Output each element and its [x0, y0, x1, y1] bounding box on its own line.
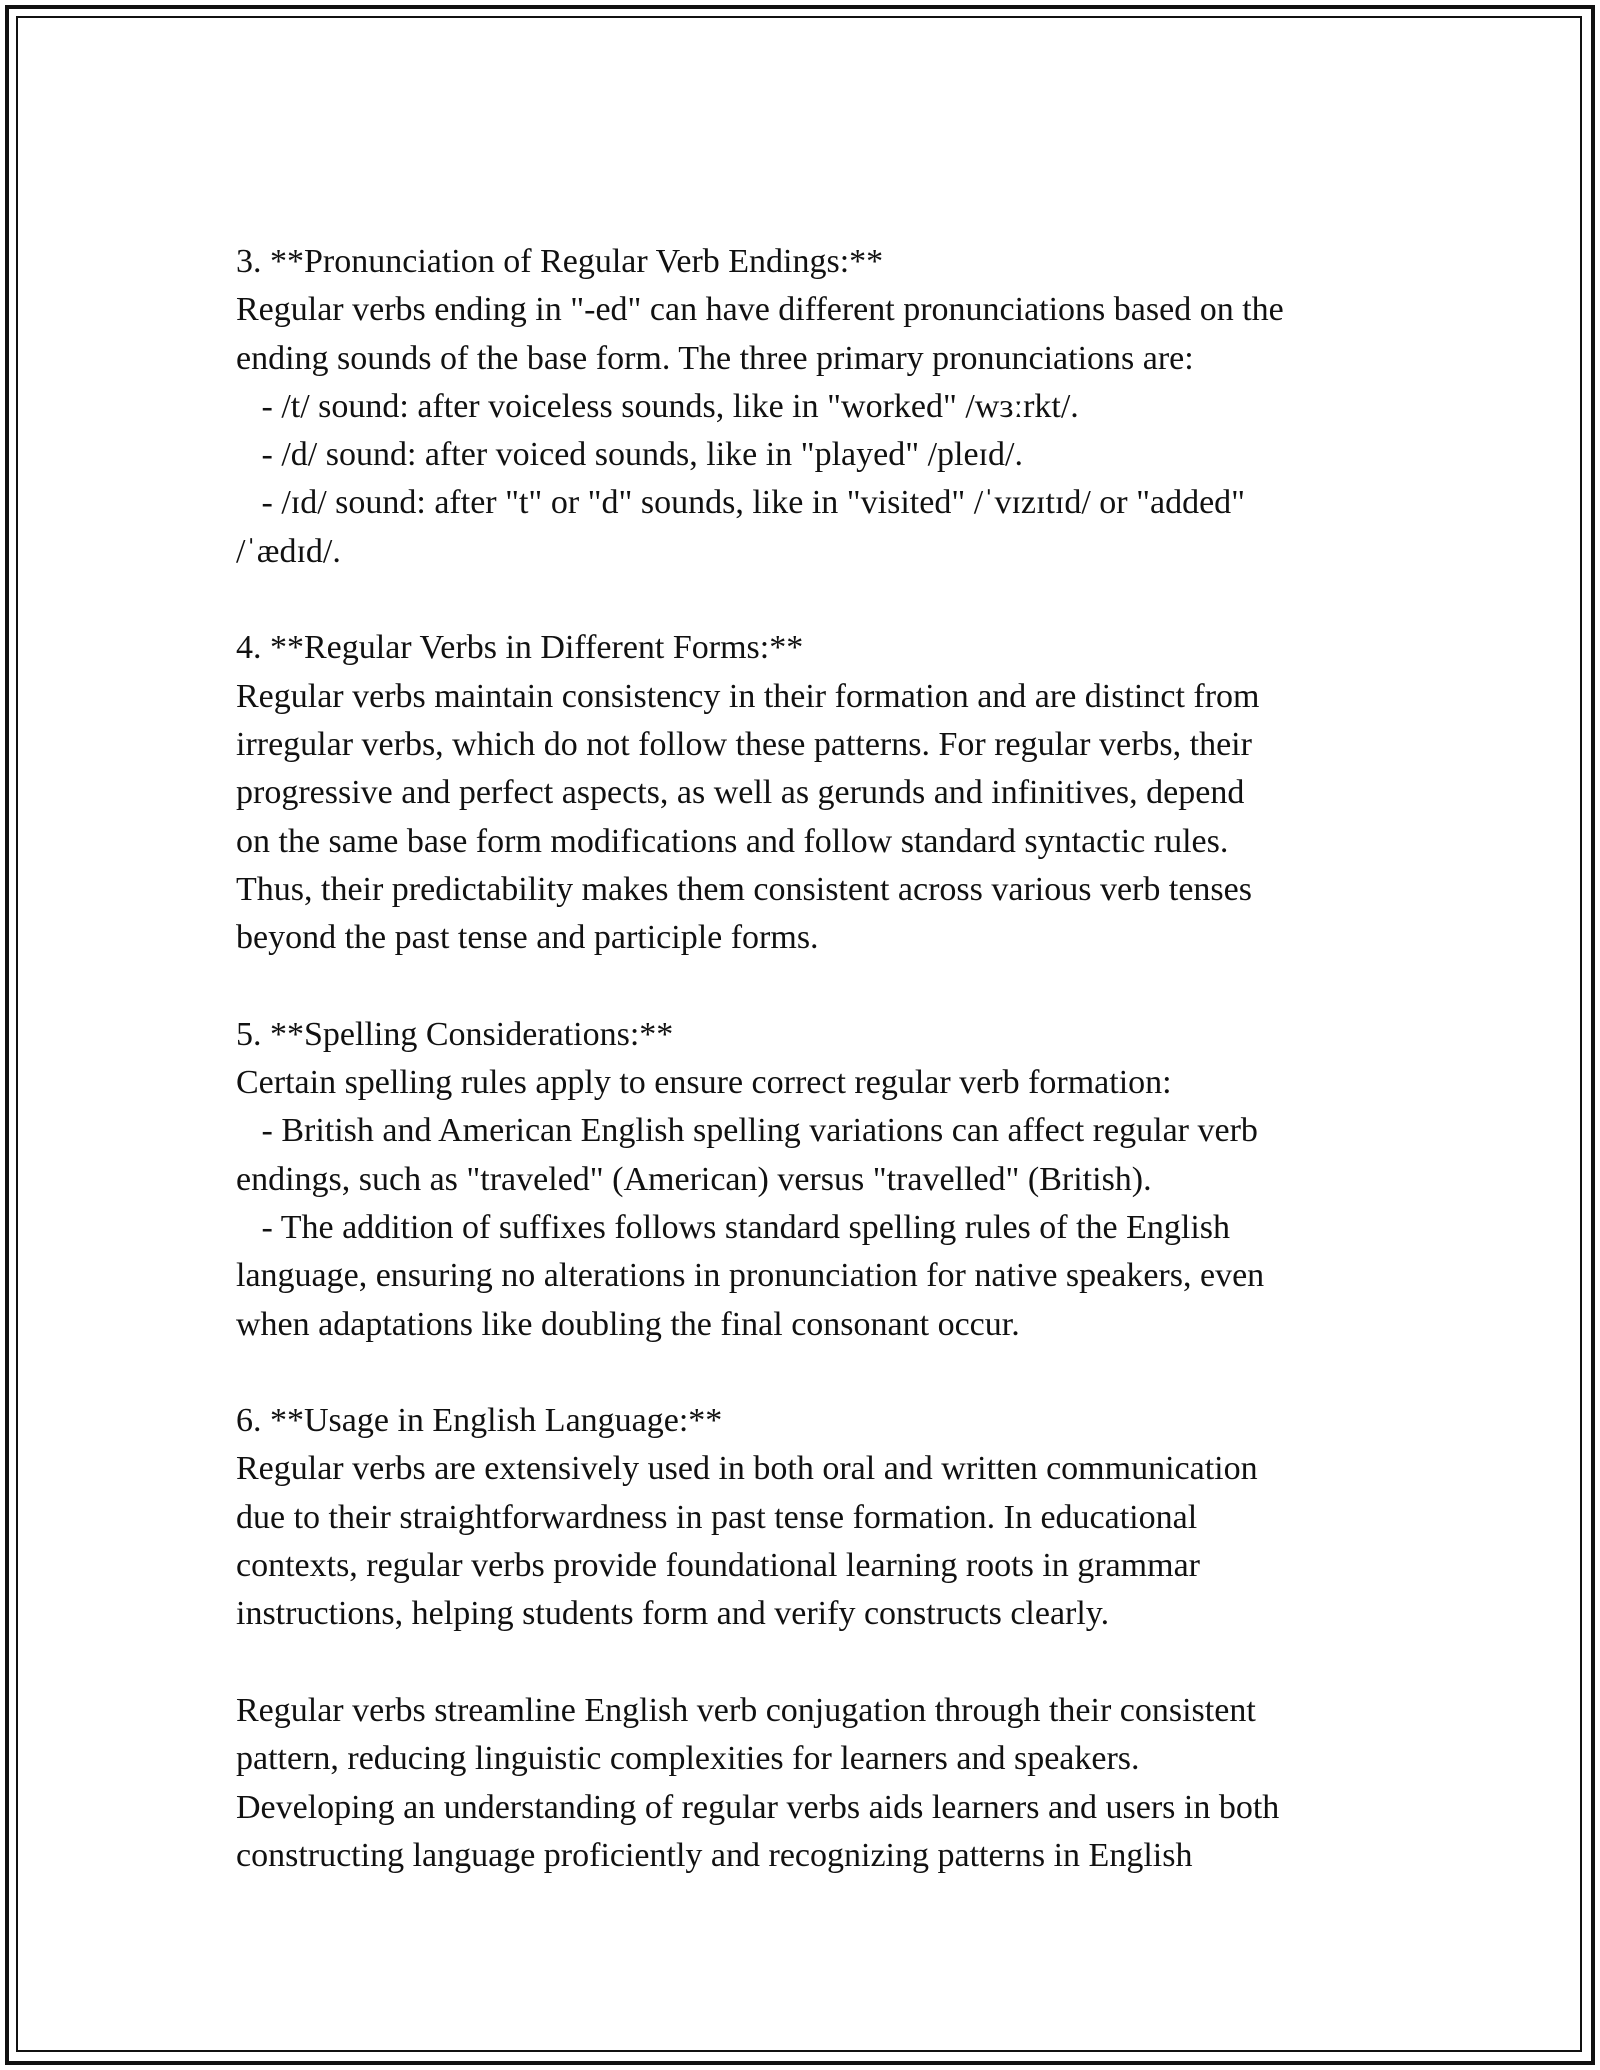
section-different-forms: [236, 624, 1396, 962]
section-heading: 4. **Regular Verbs in Different Forms:**: [236, 629, 804, 667]
paragraph-line: beyond the past tense and participle forms.: [236, 919, 819, 957]
document-body: [236, 238, 1396, 1880]
paragraph-line: Regular verbs are extensively used in both oral and written communication: [236, 1450, 1258, 1488]
section-spelling: [236, 1011, 1396, 1349]
section-heading: 6. **Usage in English Language:**: [236, 1402, 723, 1440]
list-item-line: - /d/ sound: after voiced sounds, like in "played" /pleɪd/.: [236, 436, 1023, 474]
list-item-line: - /t/ sound: after voiceless sounds, like in "worked" /wɜːrkt/.: [236, 387, 1079, 425]
section-pronunciation: [236, 238, 1396, 576]
paragraph-line: Regular verbs ending in "-ed" can have different pronunciations based on the: [236, 291, 1284, 329]
paragraph-line: constructing language proficiently and recognizing patterns in English: [236, 1836, 1193, 1874]
list-item-line: - The addition of suffixes follows standard spelling rules of the English: [236, 1208, 1231, 1246]
list-item-line: endings, such as "traveled" (American) versus "travelled" (British).: [236, 1160, 1152, 1198]
paragraph-line: ending sounds of the base form. The three primary pronunciations are:: [236, 339, 1194, 377]
paragraph-spacer: [236, 1639, 1396, 1687]
paragraph-line: progressive and perfect aspects, as well as gerunds and infinitives, depend: [236, 774, 1245, 812]
paragraph-spacer: [236, 962, 1396, 1010]
paragraph-line: Regular verbs streamline English verb conjugation through their consistent: [236, 1691, 1256, 1729]
paragraph-spacer: [236, 1349, 1396, 1397]
list-item-line: /ˈædɪd/.: [236, 532, 341, 570]
paragraph-line: irregular verbs, which do not follow these patterns. For regular verbs, their: [236, 725, 1252, 763]
list-item-line: language, ensuring no alterations in pronunciation for native speakers, even: [236, 1257, 1265, 1295]
list-item-line: when adaptations like doubling the final consonant occur.: [236, 1305, 1020, 1343]
section-usage: [236, 1397, 1396, 1638]
list-item-line: - /ɪd/ sound: after "t" or "d" sounds, like in "visited" /ˈvɪzɪtɪd/ or "added": [236, 484, 1246, 522]
paragraph-line: on the same base form modifications and follow standard syntactic rules.: [236, 822, 1229, 860]
paragraph-line: instructions, helping students form and verify constructs clearly.: [236, 1595, 1110, 1633]
section-conclusion: [236, 1687, 1396, 1880]
paragraph-line: Certain spelling rules apply to ensure correct regular verb formation:: [236, 1064, 1172, 1102]
list-item-line: - British and American English spelling variations can affect regular verb: [236, 1112, 1258, 1150]
paragraph-line: Developing an understanding of regular verbs aids learners and users in both: [236, 1788, 1280, 1826]
paragraph-spacer: [236, 576, 1396, 624]
paragraph-line: Regular verbs maintain consistency in their formation and are distinct from: [236, 677, 1260, 715]
paragraph-line: Thus, their predictability makes them consistent across various verb tenses: [236, 870, 1252, 908]
section-heading: 5. **Spelling Considerations:**: [236, 1015, 674, 1053]
section-heading: 3. **Pronunciation of Regular Verb Endings:**: [236, 243, 884, 280]
paragraph-line: contexts, regular verbs provide foundational learning roots in grammar: [236, 1547, 1200, 1585]
paragraph-line: pattern, reducing linguistic complexities for learners and speakers.: [236, 1740, 1140, 1778]
paragraph-line: due to their straightforwardness in past tense formation. In educational: [236, 1498, 1198, 1536]
